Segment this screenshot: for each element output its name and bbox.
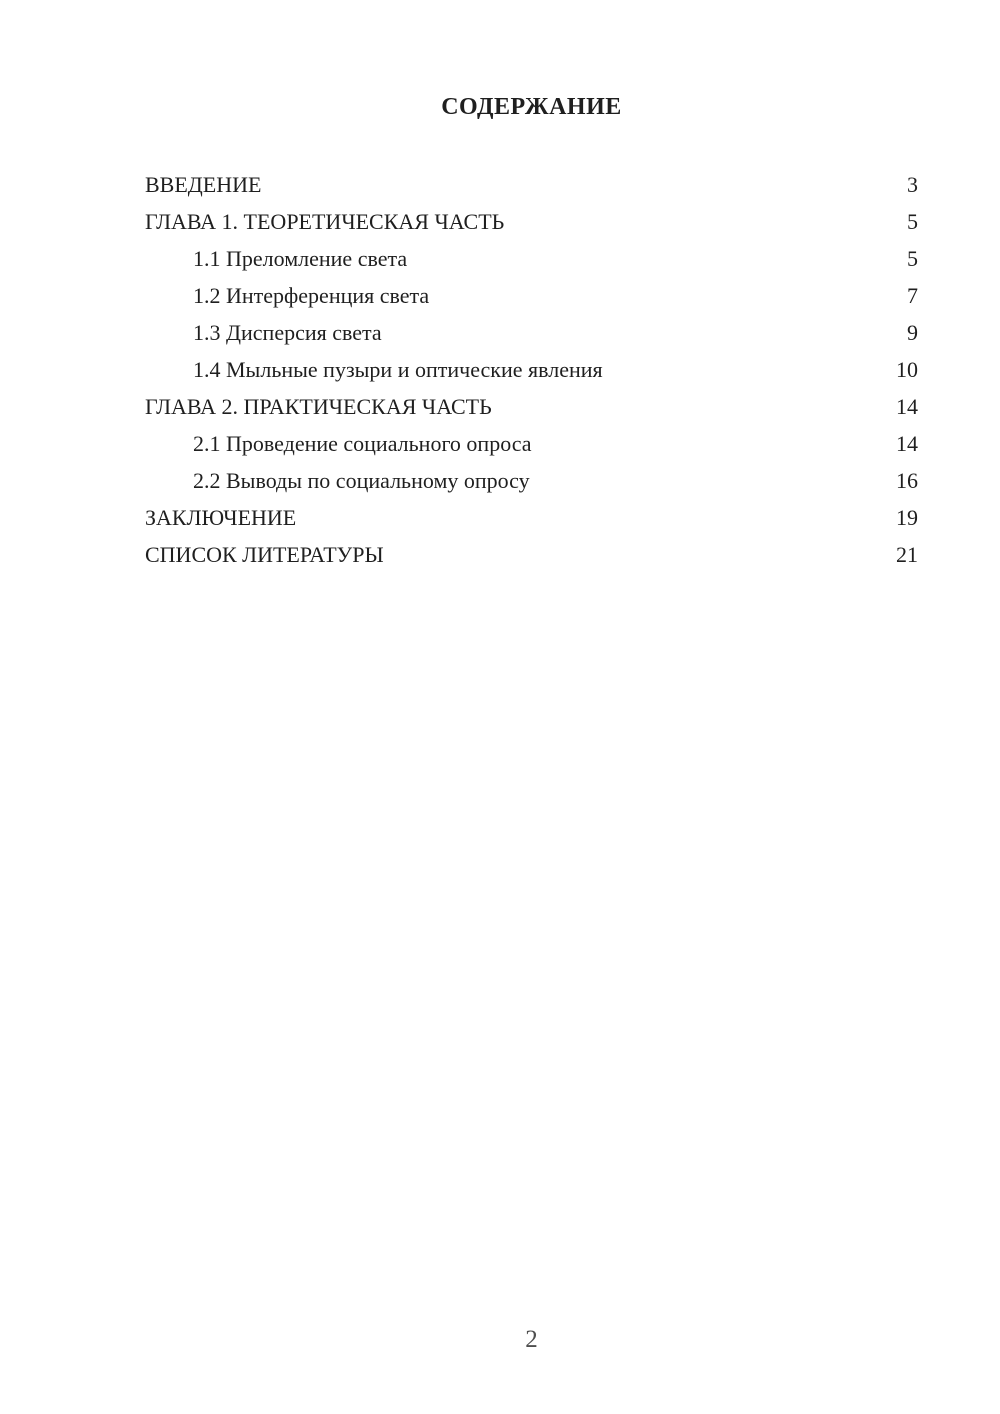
toc-entry xyxy=(145,425,918,462)
toc-entry-page-number: 21 xyxy=(896,542,918,567)
toc-entry xyxy=(145,314,918,351)
toc-entry xyxy=(145,166,918,203)
toc-entry-label: ГЛАВА 1. ТЕОРЕТИЧЕСКАЯ ЧАСТЬ xyxy=(145,209,505,234)
toc-entry-page-number: 19 xyxy=(896,505,918,530)
toc-entry-page-number: 3 xyxy=(907,172,918,197)
toc-entry-label: 2.1 Проведение социального опроса xyxy=(193,431,532,456)
toc-entry-label: 1.3 Дисперсия света xyxy=(193,320,382,345)
toc-entry xyxy=(145,462,918,499)
toc-entry xyxy=(145,203,918,240)
toc-entry-label: 2.2 Выводы по социальному опросу xyxy=(193,468,530,493)
toc-entry-label: 1.1 Преломление света xyxy=(193,246,408,271)
page-title: СОДЕРЖАНИЕ xyxy=(441,94,622,120)
toc-entry-page-number: 16 xyxy=(896,468,918,493)
toc-entry-page-number: 9 xyxy=(907,320,918,345)
toc-entry-page-number: 5 xyxy=(907,246,918,271)
toc-entry xyxy=(145,536,918,573)
toc-entry-page-number: 5 xyxy=(907,209,918,234)
toc-entry xyxy=(145,351,918,388)
toc-entry-label: СПИСОК ЛИТЕРАТУРЫ xyxy=(145,542,384,567)
toc-entry-page-number: 14 xyxy=(896,394,918,419)
toc-entry-label: ГЛАВА 2. ПРАКТИЧЕСКАЯ ЧАСТЬ xyxy=(145,394,492,419)
footer-page-number: 2 xyxy=(525,1326,538,1353)
toc-entry-label: ВВЕДЕНИЕ xyxy=(145,172,262,197)
toc-entry-page-number: 10 xyxy=(896,357,918,382)
toc-entry-label: 1.2 Интерференция света xyxy=(193,283,430,308)
toc-entry xyxy=(145,277,918,314)
toc-entry xyxy=(145,240,918,277)
toc-entry-label: 1.4 Мыльные пузыри и оптические явления xyxy=(193,357,603,382)
toc-entry xyxy=(145,388,918,425)
toc-entry xyxy=(145,499,918,536)
table-of-contents xyxy=(145,166,918,573)
toc-entry-page-number: 7 xyxy=(907,283,918,308)
toc-entry-page-number: 14 xyxy=(896,431,918,456)
toc-entry-label: ЗАКЛЮЧЕНИЕ xyxy=(145,505,297,530)
